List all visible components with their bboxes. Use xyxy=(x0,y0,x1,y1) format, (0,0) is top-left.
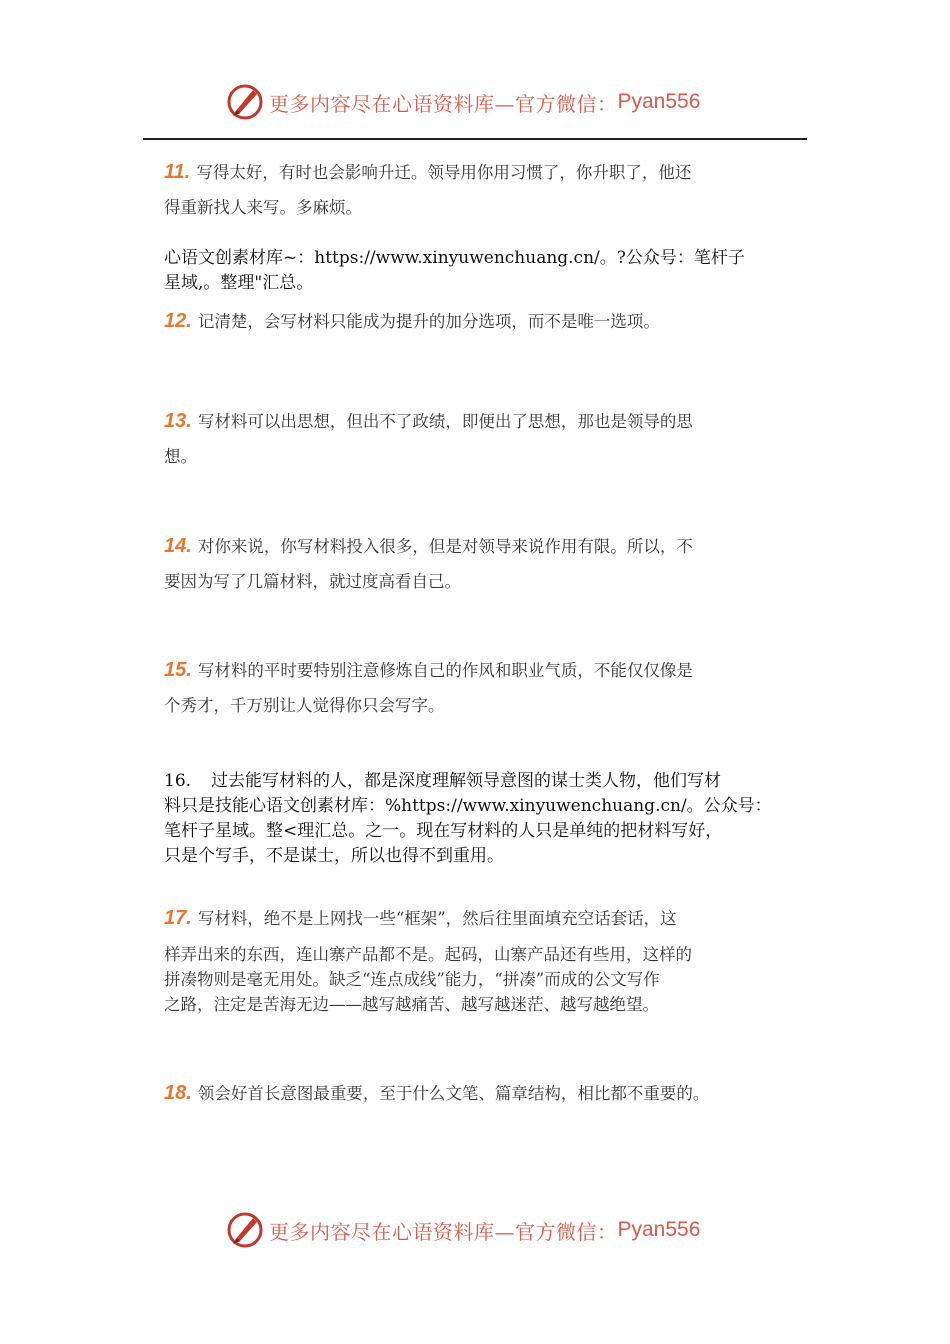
footer-banner xyxy=(225,1208,700,1252)
item-13-line-1: 13. 写材料可以出思想，但出不了政绩，即便出了思想，那也是领导的思 xyxy=(164,410,693,432)
footer-banner-title: 更多内容尽在心语资料库—官方微信： xyxy=(269,1219,618,1244)
item-14-number: 14. xyxy=(164,535,192,557)
item-16-number: 16. xyxy=(164,771,192,791)
item-12-number: 12. xyxy=(164,310,192,332)
item-17-line-1: 17. 写材料，绝不是上网找一些“框架”，然后往里面填充空话套话，这 xyxy=(164,907,677,929)
item-11-number: 11. xyxy=(164,161,191,183)
item-11-line-1: 11. 写得太好，有时也会影响升迁。领导用你用习惯了，你升职了，他还 xyxy=(164,161,692,183)
header-banner xyxy=(225,80,700,124)
note-1-line-1: 心语文创素材库~：https://www.xinyuwenchuang.cn/。?公众号：笔杆子 xyxy=(164,248,745,268)
item-12-line-1: 12. 记清楚，会写材料只能成为提升的加分选项，而不是唯一选项。 xyxy=(164,310,660,332)
header-divider xyxy=(143,138,807,140)
item-16-line-4: 只是个写手，不是谋士，所以也得不到重用。 xyxy=(164,846,504,866)
note-1-line-2: 星域,。整理"汇总。 xyxy=(164,273,314,293)
item-18-line-1: 18. 领会好首长意图最重要，至于什么文笔、篇章结构，相比都不重要的。 xyxy=(164,1082,710,1104)
item-15-number: 15. xyxy=(164,659,192,681)
item-14-line-1: 14. 对你来说，你写材料投入很多，但是对领导来说作用有限。所以，不 xyxy=(164,535,693,557)
footer-banner-wechat-id: Pyan556 xyxy=(617,1218,701,1241)
banner-title: 更多内容尽在心语资料库—官方微信： xyxy=(269,91,618,116)
item-15-line-1: 15. 写材料的平时要特别注意修炼自己的作风和职业气质，不能仅仅像是 xyxy=(164,659,693,681)
item-18-number: 18. xyxy=(164,1082,192,1104)
item-17-line-4: 之路，注定是苦海无边——越写越痛苦、越写越迷茫、越写越绝望。 xyxy=(164,995,659,1014)
item-13-line-2: 想。 xyxy=(164,447,197,466)
item-14-line-2: 要因为写了几篇材料，就过度高看自己。 xyxy=(164,572,461,591)
pen-logo-icon xyxy=(225,82,265,122)
banner-wechat-id: Pyan556 xyxy=(617,90,701,113)
item-11-line-2: 得重新找人来写。多麻烦。 xyxy=(164,198,362,217)
item-16-line-2: 料只是技能心语文创素材库：%https://www.xinyuwenchuang.cn/。公众号： xyxy=(164,796,772,816)
item-13-number: 13. xyxy=(164,410,192,432)
item-16-line-1: 16. 过去能写材料的人，都是深度理解领导意图的谋士类人物，他们写材 xyxy=(164,771,722,791)
pen-logo-icon xyxy=(225,1210,265,1250)
item-16-line-3: 笔杆子星域。整<理汇总。之一。现在写材料的人只是单纯的把材料写好， xyxy=(164,821,723,841)
item-15-line-2: 个秀才，千万别让人觉得你只会写字。 xyxy=(164,696,445,715)
item-17-line-3: 拼凑物则是毫无用处。缺乏“连点成线”能力，“拼凑”而成的公文写作 xyxy=(164,970,660,989)
item-17-line-2: 样弄出来的东西，连山寨产品都不是。起码，山寨产品还有些用，这样的 xyxy=(164,945,692,964)
item-17-number: 17. xyxy=(164,907,192,929)
